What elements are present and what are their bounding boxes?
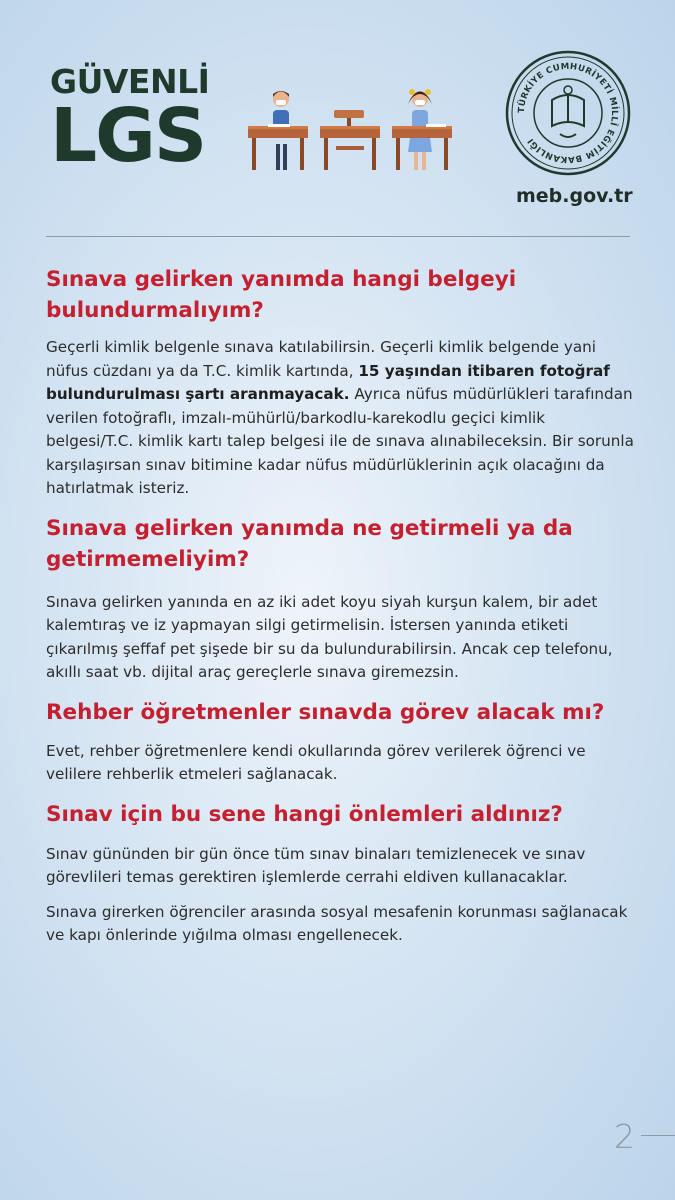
faq-section-items xyxy=(46,513,636,685)
faq-section-documents xyxy=(46,264,636,501)
meb-seal-icon xyxy=(505,50,631,176)
question-title: Sınav için bu sene hangi önlemleri aldınız? xyxy=(46,801,563,827)
faq-section-precautions xyxy=(46,799,636,948)
svg-text:TÜRKİYE CUMHURİYETİ MİLLÎ EĞİT: TÜRKİYE CUMHURİYETİ MİLLÎ EĞİTİM BAKANLIĞI xyxy=(516,61,620,165)
answer-text: Evet, rehber öğretmenlere kendi okullarında görev verilerek öğrenci ve velilere rehberlik etmeleri sağlanacak. xyxy=(46,741,586,783)
question-title: Rehber öğretmenler sınavda görev alacak mı? xyxy=(46,699,605,725)
answer-text: Geçerli kimlik belgenle sınava katılabilirsin. Geçerli kimlik belgende yani nüfus cüzdanı ya da T.C. kimlik kartında, 15 yaşından itibaren fotoğraf bulundurulması şartı aranmayacak. Ayrıca nüfus müdürlükleri tarafından verilen fotoğraflı, imzalı-mühürlü/barkodlu-karekodlu geçici kimlik belgesi/T.C. kimlik kartı talep belgesi ile de sınava alınabileceksin. Bir sorunla karşılaşırsan sınav bitimine kadar nüfus müdürlüklerinin açık olacağını da hatırlatmak isteriz. xyxy=(46,338,634,497)
question-title: Sınava gelirken yanımda hangi belgeyi bulundurmalıyım? xyxy=(46,267,517,323)
faq-section-counselors xyxy=(46,697,636,787)
answer-bold-highlight: 15 yaşından itibaren fotoğraf bulundurulması şartı aranmayacak. xyxy=(46,361,610,403)
logo-title-main: LGS xyxy=(50,93,206,179)
page-number-line xyxy=(641,1135,675,1136)
faq-content xyxy=(46,264,636,948)
header xyxy=(0,0,675,230)
question-title: Sınava gelirken yanımda ne getirmeli ya da getirmemeliyim? xyxy=(46,515,573,572)
logo-title-top: GÜVENLİ xyxy=(50,62,210,101)
site-url: meb.gov.tr xyxy=(516,185,633,207)
page-number: 2 xyxy=(614,1117,635,1156)
header-divider xyxy=(46,236,630,237)
answer-text: Sınav gününden bir gün önce tüm sınav binaları temizlenecek ve sınav görevlileri temas gerektiren işlemlerde cerrahi eldiven kullanacaklar. xyxy=(46,844,586,886)
desks-illustration-icon xyxy=(246,84,456,179)
answer-text: Sınava gelirken yanında en az iki adet koyu siyah kurşun kalem, bir adet kalemtıraş ve iz yapmayan silgi getirmelisin. İstersen yanında etiketi çıkarılmış şeffaf pet şişede bir su da bulundurabilirsin. Ancak cep telefonu, akıllı saat vb. dijital araç gereçlerle sınava giremezsin. xyxy=(46,592,613,681)
answer-text: Sınava girerken öğrenciler arasında sosyal mesafenin korunması sağlanacak ve kapı önlerinde yığılma olması engellenecek. xyxy=(46,902,628,944)
